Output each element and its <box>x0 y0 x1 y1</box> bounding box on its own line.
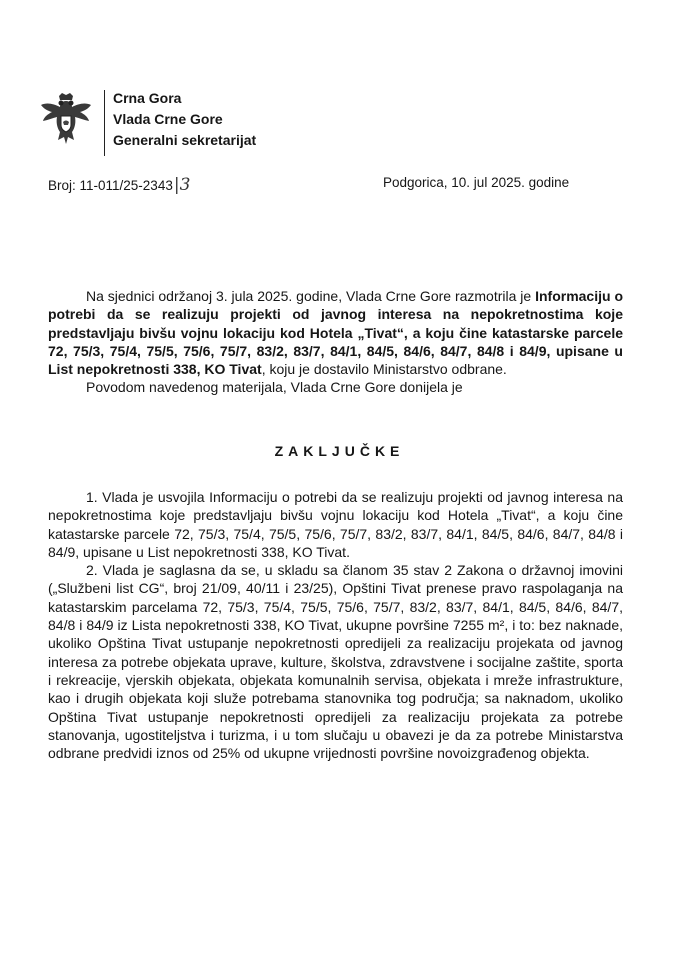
conclusions-list <box>48 488 623 762</box>
coat-of-arms-icon <box>38 92 94 152</box>
letterhead <box>113 88 256 151</box>
handwritten-suffix: |3 <box>173 175 191 195</box>
informacija-title: Informaciju o potrebi da se realizuju projekti od javnog interesa na nepokretnostima koje predstavljaju bivšu vojnu lokaciju kod Hotela „Tivat“, a koju čine katastarske parcele 72, 75/3, 75/4, 75/5, 75/6, 75/7, 83/2, 83/7, 84/1, 84/5, 84/6, 84/7, 84/8 i 84/9, upisane u List nepokretnosti 338, KO Tivat <box>48 288 623 378</box>
conclusion-item: 1. Vlada je usvojila Informaciju o potrebi da se realizuju projekti od javnog interesa na nepokretnostima koje predstavljaju bivšu vojnu lokaciju kod Hotela „Tivat“, a koju čine katastarske parcele 72, 75/3, 75/4, 75/5, 75/6, 75/7, 83/2, 83/7, 84/1, 84/5, 84/6, 84/7, 84/8 i 84/9, upisane u List nepokretnosti 338, KO Tivat. <box>48 489 623 560</box>
place-and-date: Podgorica, 10. jul 2025. godine <box>383 175 570 190</box>
intro-text <box>48 287 623 397</box>
reference-number-text: Broj: 11-011/25-2343 <box>48 178 173 193</box>
header-secretariat: Generalni sekretarijat <box>113 132 257 148</box>
header-divider <box>104 90 105 156</box>
intro-paragraph-2: Povodom navedenog materijala, Vlada Crne Gore donijela je <box>86 379 463 396</box>
header-country: Crna Gora <box>113 90 182 106</box>
reference-number <box>48 175 190 195</box>
conclusion-item: 2. Vlada je saglasna da se, u skladu sa članom 35 stav 2 Zakona o državnoj imovini („Službeni list CG“, broj 21/09, 40/11 i 23/25), Opštini Tivat prenese pravo raspolaganja na katastarskim parcelama 72, 75/3, 75/4, 75/5, 75/6, 75/7, 83/2, 83/7, 84/1, 84/5, 84/6, 84/7, 84/8 i 84/9 iz Lista nepokretnosti 338, KO Tivat, ukupne površine 7255 m², i to: bez naknade, ukoliko Opština Tivat ustupanje nepokretnosti opredijeli za realizaciju projekata od javnog interesa za potrebe objekata uprave, kulture, školstva, zdravstvene i socijalne zaštite, sporta i rekreacije, vjerskih objekata, objekata komunalnih servisa, objekata i mreže infrastrukture, kao i drugih objekata koji služe potrebama stanovnika tog područja; sa naknadom, ukoliko Opština Tivat ustupanje nepokretnosti opredijeli za realizaciju projekata za potrebe stanovanja, ugostiteljstva i turizma, i u tom slučaju u obavezi je da za potrebe Ministarstva odbrane predvidi iznos od 25% od ukupne vrijednosti površine novoizgrađenog objekta. <box>48 562 623 762</box>
conclusions-title: ZAKLJUČKE <box>274 443 405 459</box>
intro-paragraph: Na sjednici održanoj 3. jula 2025. godine, Vlada Crne Gore razmotrila je Informaciju o potrebi da se realizuju projekti od javnog interesa na nepokretnostima koje predstavljaju bivšu vojnu lokaciju kod Hotela „Tivat“, a koju čine katastarske parcele 72, 75/3, 75/4, 75/5, 75/6, 75/7, 83/2, 83/7, 84/1, 84/5, 84/6, 84/7, 84/8 i 84/9, upisane u List nepokretnosti 338, KO Tivat, koju je dostavilo Ministarstvo odbrane. <box>48 288 623 378</box>
header-government: Vlada Crne Gore <box>113 111 223 127</box>
